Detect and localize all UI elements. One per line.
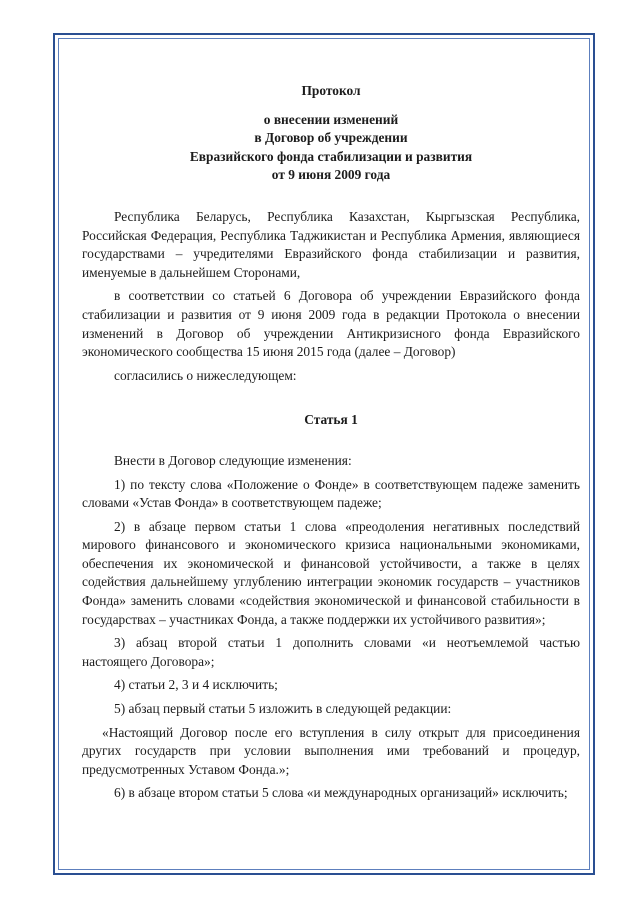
preamble-agreed: согласились о нижеследующем:	[114, 367, 297, 383]
subtitle-line: в Договор об учреждении	[254, 130, 408, 146]
document-subtitle	[82, 111, 580, 185]
article-heading: Статья 1	[304, 412, 358, 428]
document-body	[82, 82, 580, 808]
subtitle-line: от 9 июня 2009 года	[271, 167, 391, 183]
quoted-amendment: «Настоящий Договор после его вступления в силу открыт для присоединения других государств при условии выполнения ими требований и процедур, предусмотренных Уставом Фонда.»;	[82, 724, 580, 777]
article-item-1: 1) по тексту слова «Положение о Фонде» в соответствующем падеже заменить словами «Устав Фонда» в соответствующем падеже;	[82, 476, 580, 511]
document-title: Протокол	[301, 83, 361, 98]
preamble-parties: Республика Беларусь, Республика Казахстан, Кыргызская Республика, Российская Федерация, Республика Таджикистан и Республика Армения, являющиеся государствами – учредителями Евразийского фонда стабилизации и развития, именуемые в дальнейшем Сторонами,	[82, 208, 580, 280]
article-intro: Внести в Договор следующие изменения:	[114, 452, 352, 468]
article-item-4: 4) статьи 2, 3 и 4 исключить;	[114, 677, 278, 693]
article-item-6: 6) в абзаце втором статьи 5 слова «и международных организаций» исключить;	[114, 785, 568, 801]
subtitle-line: о внесении изменений	[263, 111, 399, 127]
article-item-3: 3) абзац второй статьи 1 дополнить словами «и неотъемлемой частью настоящего Договора»;	[82, 635, 580, 669]
subtitle-line: Евразийского фонда стабилизации и развития	[189, 148, 473, 164]
preamble-basis: в соответствии со статьей 6 Договора об учреждении Евразийского фонда стабилизации и развития от 9 июня 2009 года в редакции Протокола о внесении изменений в Договор об учреждении Антикризисного фонда Евразийского экономического сообщества 15 июня 2015 года (далее – Договор)	[82, 288, 580, 360]
article-item-2: 2) в абзаце первом статьи 1 слова «преодоления негативных последствий мирового финансового и экономического кризиса национальными экономиками, обеспечения их экономической и финансовой устойчивости, а также в целях содействия дальнейшему углублению интеграции экономик государств – участников Фонда» заменить словами «содействия экономической и финансовой стабильности в государствах – участниках Фонда, а также поддержки их устойчивого развития»;	[82, 518, 580, 627]
article-item-5: 5) абзац первый статьи 5 изложить в следующей редакции:	[114, 701, 452, 717]
